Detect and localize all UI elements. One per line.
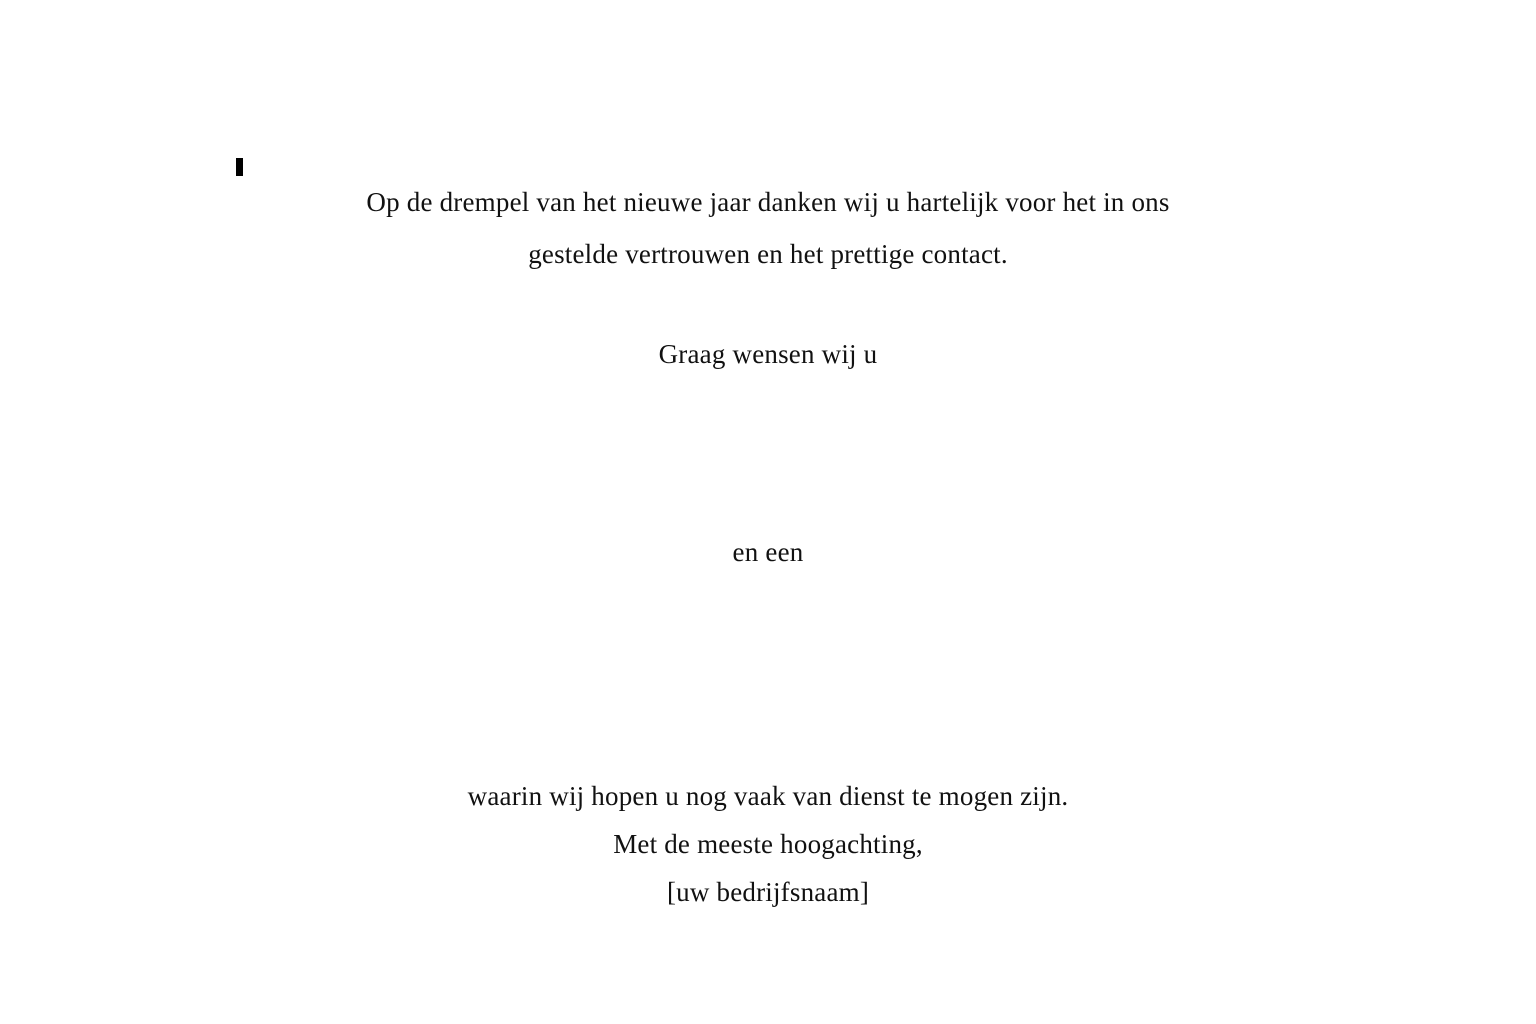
paragraph-wish-middle: [268, 526, 1268, 578]
paragraph-closing: [268, 772, 1268, 916]
paragraph-opening: [268, 176, 1268, 280]
opening-line-2: gestelde vertrouwen en het prettige contact.: [528, 239, 1008, 269]
closing-line-1: waarin wij hopen u nog vaak van dienst te mogen zijn.: [467, 781, 1069, 811]
closing-line-2: Met de meeste hoogachting,: [613, 829, 923, 859]
text-cursor-mark: [236, 158, 243, 176]
closing-line-3: [uw bedrijfsnaam]: [666, 877, 870, 907]
wish-intro-line-1: Graag wensen wij u: [658, 339, 878, 369]
paragraph-wish-intro: [268, 328, 1268, 380]
opening-line-1: Op de drempel van het nieuwe jaar danken wij u hartelijk voor het in ons: [366, 187, 1170, 217]
wish-middle-line-1: en een: [732, 537, 804, 567]
